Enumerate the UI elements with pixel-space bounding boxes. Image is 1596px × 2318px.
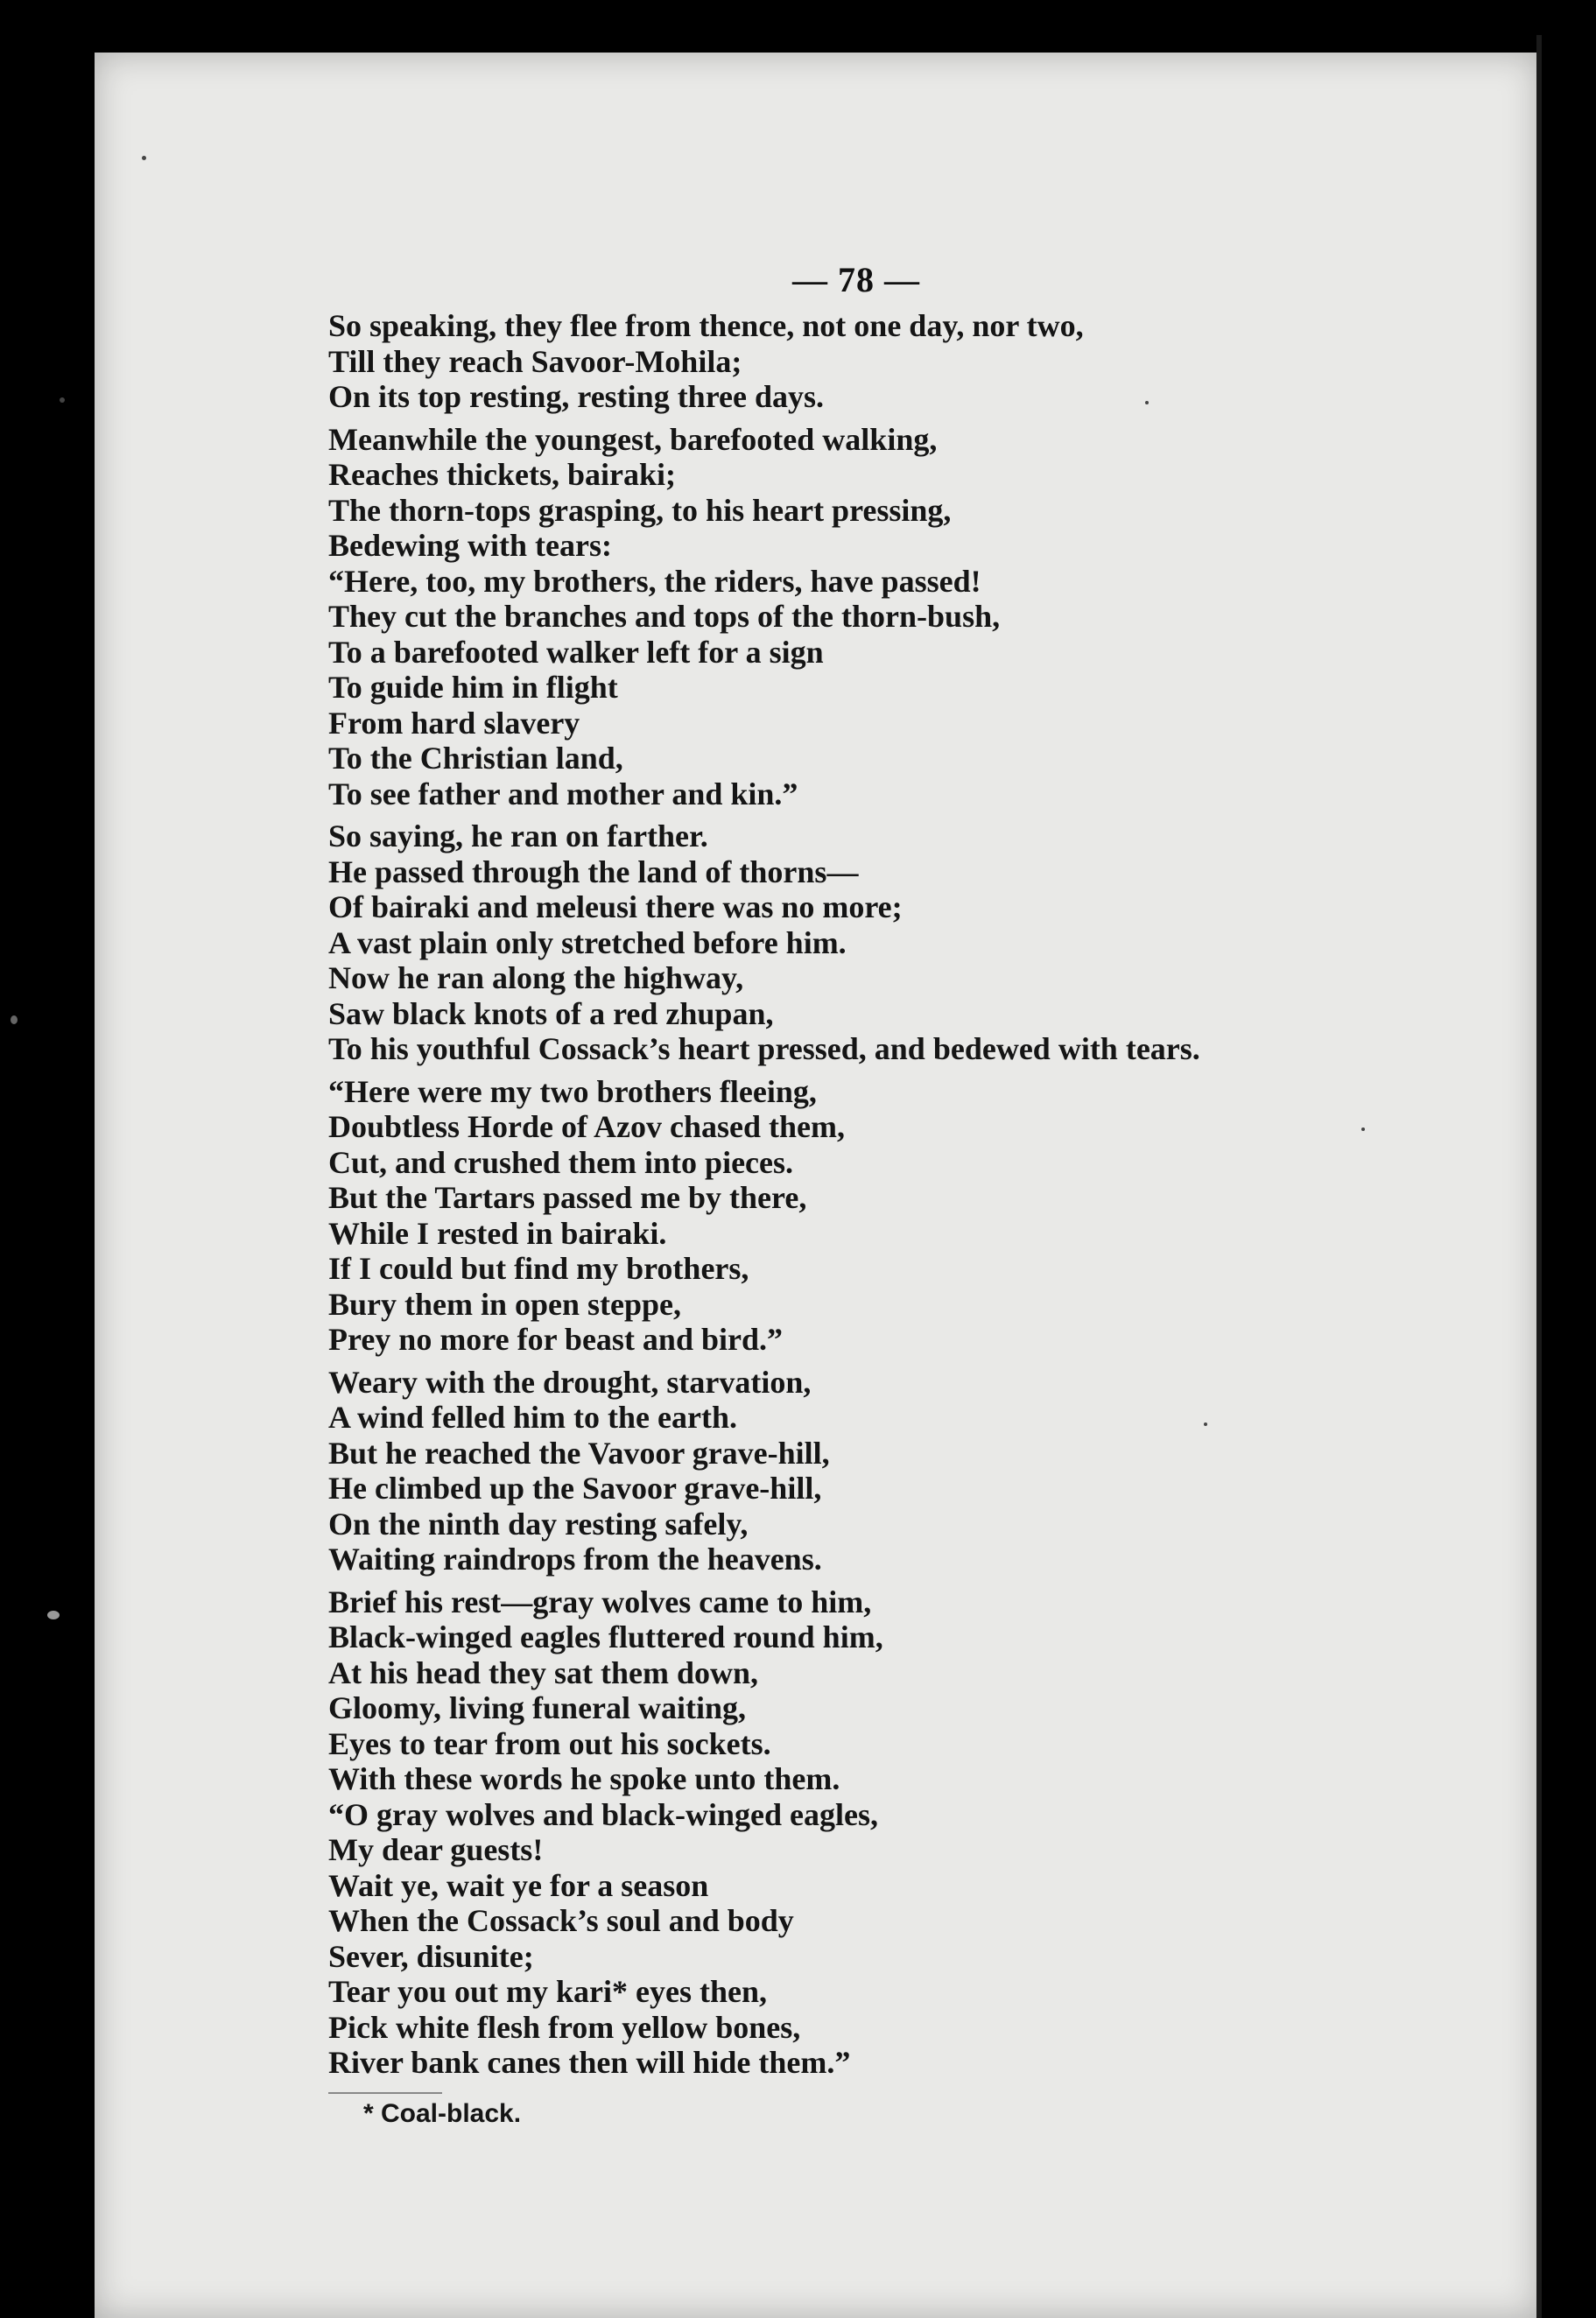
poem-line: Gloomy, living funeral waiting, xyxy=(328,1690,747,1725)
poem-line: Doubtless Horde of Azov chased them, xyxy=(328,1109,845,1144)
poem-line: “Here were my two brothers fleeing, xyxy=(328,1073,817,1109)
stanza xyxy=(328,308,1466,415)
poem-line: Waiting raindrops from the heavens. xyxy=(328,1542,822,1577)
poem-line: Sever, disunite; xyxy=(328,1938,534,1974)
poem-line: A wind felled him to the earth. xyxy=(328,1400,737,1435)
scan-speck xyxy=(142,156,146,160)
poem-line: Weary with the drought, starvation, xyxy=(328,1364,812,1400)
poem-line: Brief his rest—gray wolves came to him, xyxy=(328,1584,872,1619)
page-edge-rule xyxy=(1536,35,1542,2318)
poem-line: Till they reach Savoor-Mohila; xyxy=(328,343,742,379)
poem-line: My dear guests! xyxy=(328,1832,544,1867)
poem-line: Of bairaki and meleusi there was no more; xyxy=(328,889,903,924)
poem-line: Black-winged eagles fluttered round him, xyxy=(328,1619,883,1654)
poem-line: Meanwhile the youngest, barefooted walking, xyxy=(328,421,938,457)
poem-line: “O gray wolves and black-winged eagles, xyxy=(328,1796,879,1832)
stanza-spacer xyxy=(328,1358,1466,1365)
stanza xyxy=(328,818,1466,1067)
poem-line: But he reached the Vavoor grave-hill, xyxy=(328,1435,830,1471)
poem-line: They cut the branches and tops of the thorn-bush, xyxy=(328,599,1001,634)
poem-line: He climbed up the Savoor grave-hill, xyxy=(328,1471,822,1506)
poem-line: To see father and mother and kin.” xyxy=(328,776,798,811)
stanza-spacer xyxy=(328,1067,1466,1074)
stanza xyxy=(328,1584,1466,2081)
poem-line: Pick white flesh from yellow bones, xyxy=(328,2009,801,2045)
footnote-rule xyxy=(328,2092,442,2094)
scan-speck xyxy=(11,1015,18,1024)
poem-line: Bedewing with tears: xyxy=(328,528,612,563)
stanza-spacer xyxy=(328,811,1466,818)
poem-line: To the Christian land, xyxy=(328,741,623,776)
poem-line: “Here, too, my brothers, the riders, have passed! xyxy=(328,563,981,599)
poem-line: So speaking, they flee from thence, not one day, nor two, xyxy=(328,308,1084,343)
poem-line: When the Cossack’s soul and body xyxy=(328,1903,794,1938)
poem-line: Prey no more for beast and bird.” xyxy=(328,1322,783,1357)
scan-speck xyxy=(60,397,65,403)
poem-line: At his head they sat them down, xyxy=(328,1654,759,1690)
poem-line: Tear you out my kari* eyes then, xyxy=(328,1974,768,2009)
poem-line: On its top resting, resting three days. xyxy=(328,379,825,414)
poem-line: If I could but find my brothers, xyxy=(328,1251,749,1286)
poem-line: Cut, and crushed them into pieces. xyxy=(328,1144,794,1180)
scan-speck xyxy=(1145,401,1149,404)
poem-line: But the Tartars passed me by there, xyxy=(328,1180,807,1215)
poem-line: River bank canes then will hide them.” xyxy=(328,2045,851,2080)
page-number: — 78 — xyxy=(792,260,920,299)
poem-line: Eyes to tear from out his sockets. xyxy=(328,1725,771,1761)
poem-line: So saying, he ran on farther. xyxy=(328,818,708,853)
poem-line: To a barefooted walker left for a sign xyxy=(328,634,824,670)
poem-line: Saw black knots of a red zhupan, xyxy=(328,995,774,1031)
footnote: * Coal-black. xyxy=(363,2099,522,2128)
stanza-spacer xyxy=(328,1577,1466,1584)
poem-line: While I rested in bairaki. xyxy=(328,1215,667,1251)
poem-body xyxy=(328,308,1466,2081)
scan-speck xyxy=(47,1611,60,1619)
poem-line: Now he ran along the highway, xyxy=(328,960,744,995)
poem-line: Wait ye, wait ye for a season xyxy=(328,1867,709,1903)
scan-speck xyxy=(1361,1127,1365,1131)
stanza xyxy=(328,1074,1466,1358)
poem-line: On the ninth day resting safely, xyxy=(328,1506,749,1542)
poem-line: Reaches thickets, bairaki; xyxy=(328,457,676,492)
stanza-spacer xyxy=(328,415,1466,422)
poem-line: From hard slavery xyxy=(328,705,580,741)
poem-line: To guide him in flight xyxy=(328,670,618,705)
stanza xyxy=(328,422,1466,812)
poem-line: The thorn-tops grasping, to his heart pressing, xyxy=(328,492,952,528)
poem-line: A vast plain only stretched before him. xyxy=(328,924,847,960)
poem-line: Bury them in open steppe, xyxy=(328,1286,682,1322)
poem-line: To his youthful Cossack’s heart pressed, and bedewed with tears. xyxy=(328,1031,1200,1066)
stanza xyxy=(328,1365,1466,1577)
scan-speck xyxy=(1204,1422,1207,1426)
poem-line: He passed through the land of thorns— xyxy=(328,853,859,889)
poem-line: With these words he spoke unto them. xyxy=(328,1761,840,1796)
